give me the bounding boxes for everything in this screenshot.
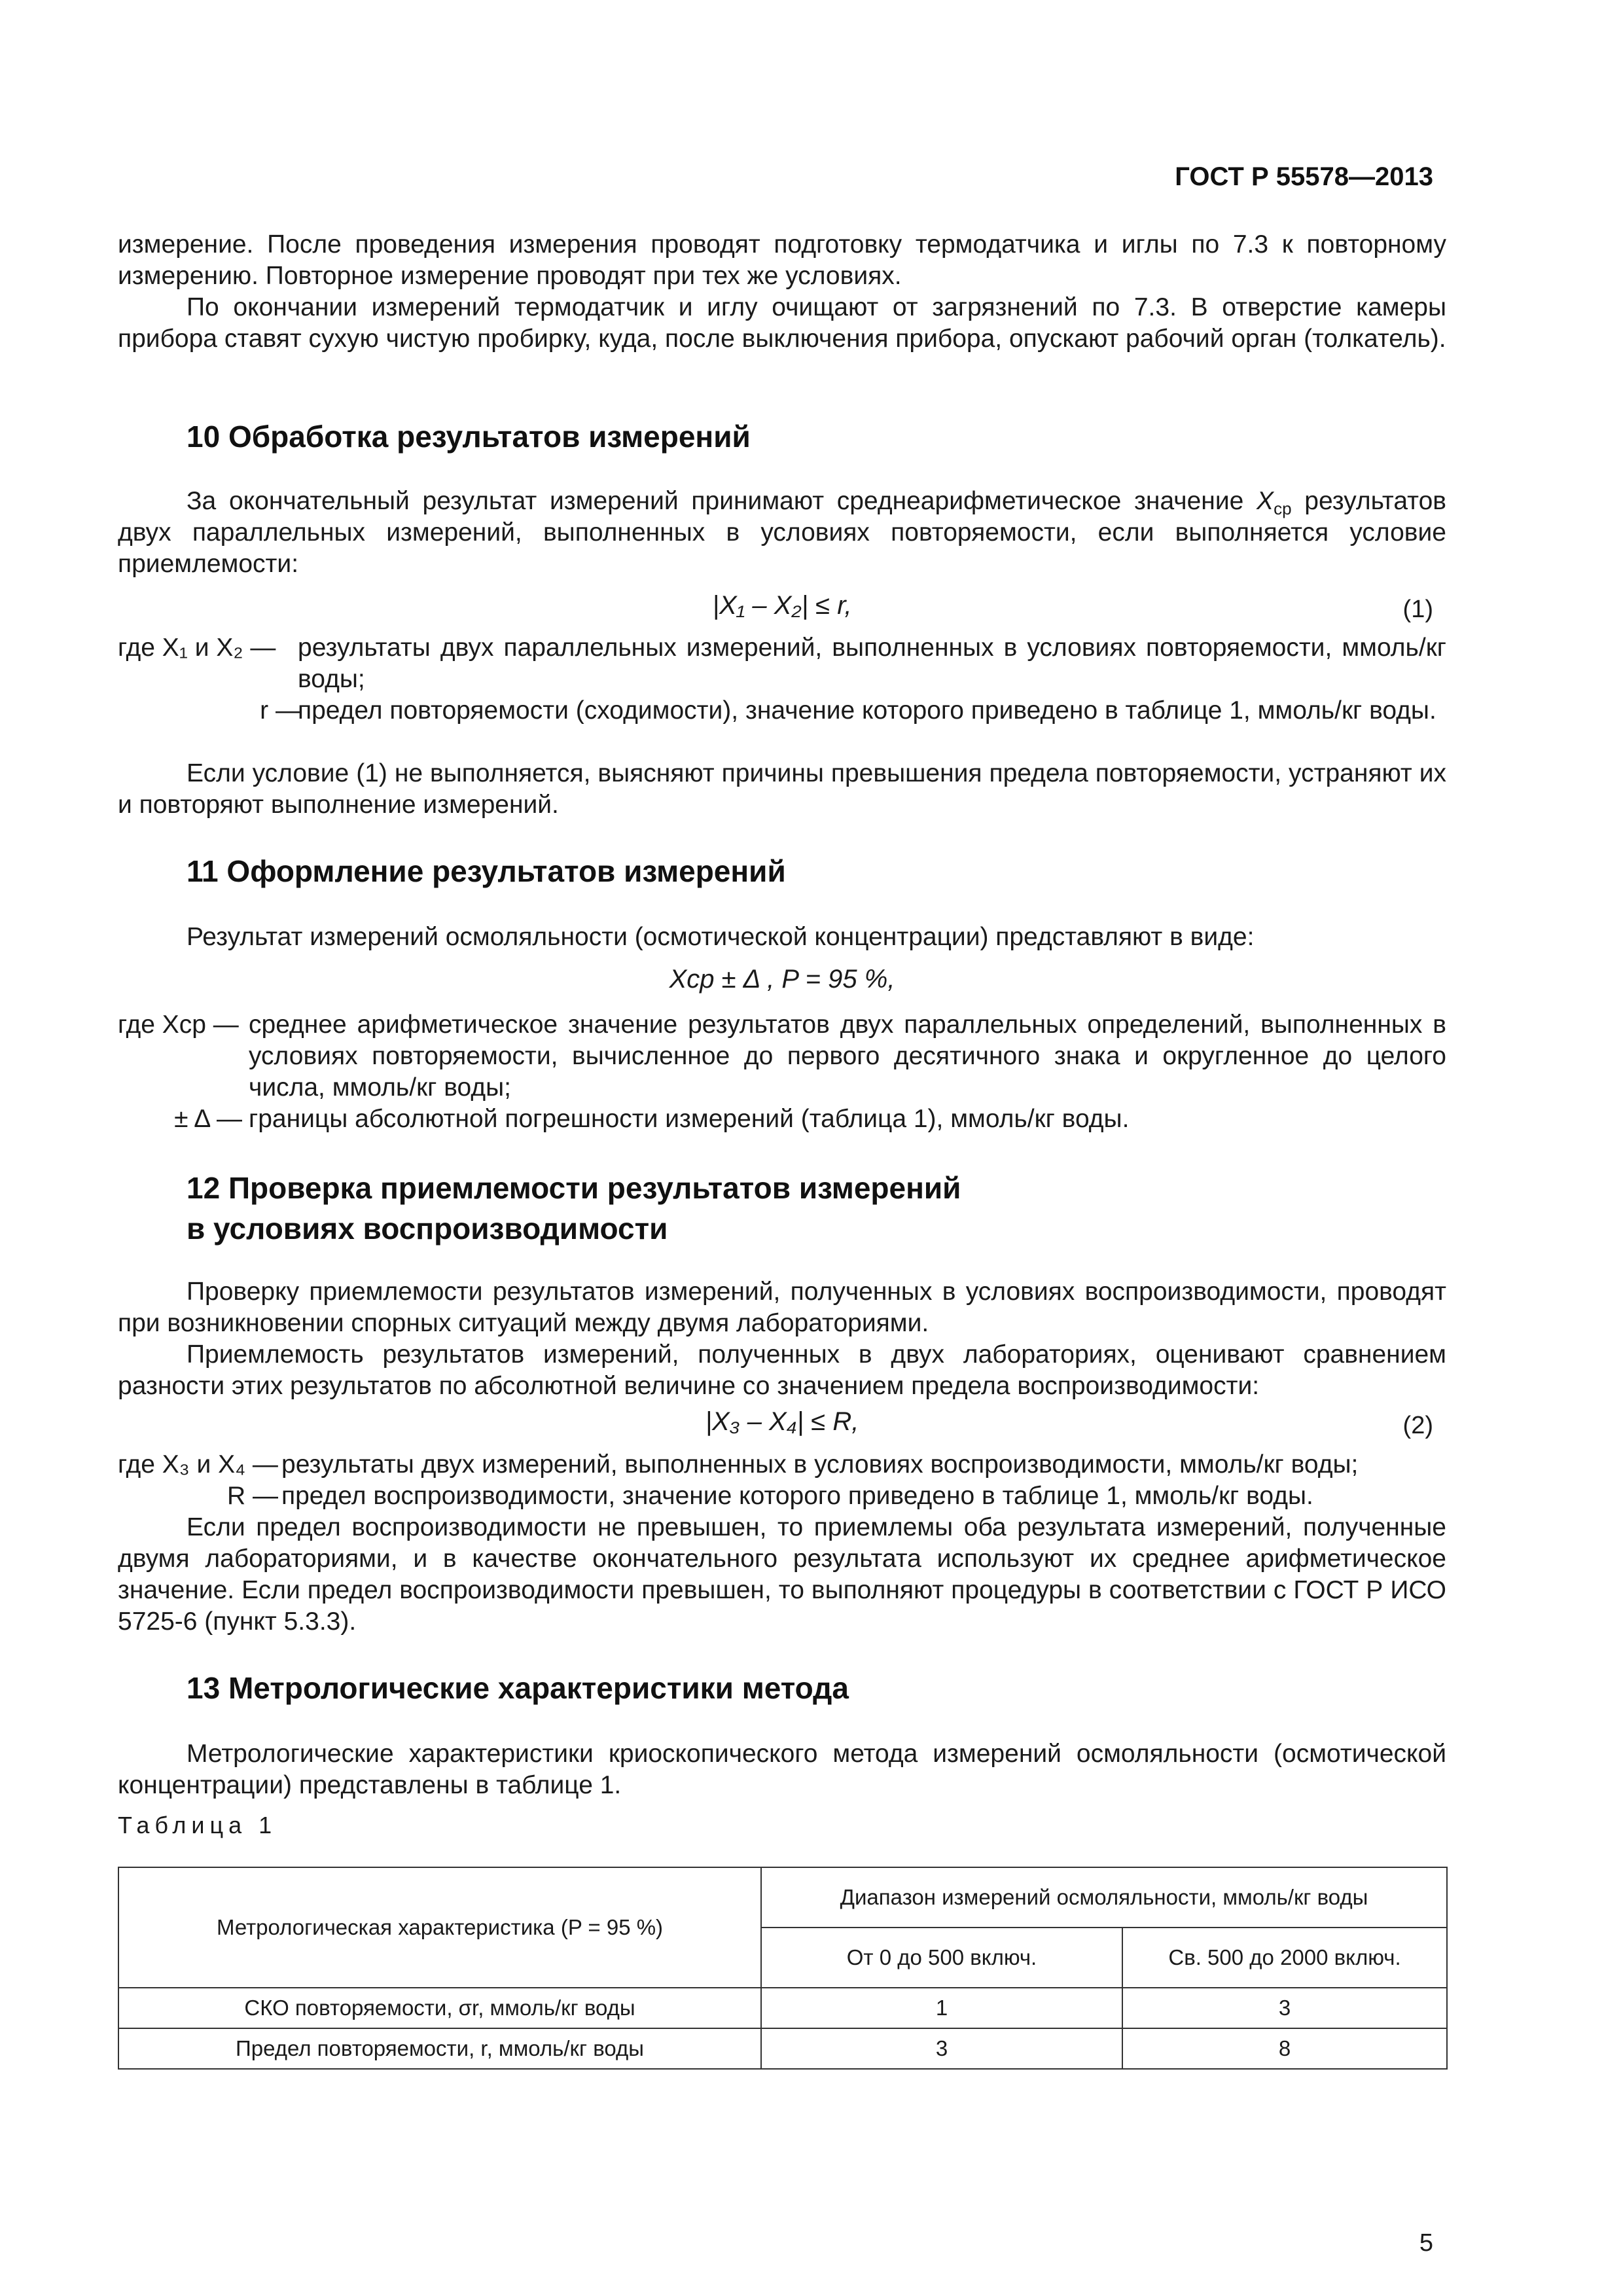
section-10-paragraph-1: За окончательный результат измерений принимают среднеарифметическое значение $X_{ср}$ результатов двух параллельных измерений, выполненных в условиях повторяемости, если выполняется условие приемлемости: [118, 487, 1446, 578]
section-11-paragraph-1: Результат измерений осмоляльности (осмотической концентрации) представляют в виде: [187, 923, 1255, 951]
where-term-x3-x4: где X₃ и X₄ — [118, 1450, 278, 1479]
where-term-x1-x2: где X₁ и X₂ — [118, 634, 276, 662]
table-cell: 1 [761, 1988, 1122, 2028]
section-13-paragraph-1: Метрологические характеристики криоскопического метода измерений осмоляльности (осмотической концентрации) представлены в таблице 1. [118, 1740, 1446, 1799]
where-term-xcp: где Xср — [118, 1011, 239, 1039]
section-12-paragraph-1: Проверку приемлемости результатов измерений, полученных в условиях воспроизводимости, проводят при возникновении спорных ситуаций между двумя лабораториями. [118, 1278, 1446, 1337]
section-12-paragraph-3: Если предел воспроизводимости не превышен, то приемлемы оба результата измерений, полученные двумя лабораториями, и в качестве окончательного результата используют их среднее арифметическое значение. Если предел воспроизводимости превышен, то выполняют процедуры в соответствии с ГОСТ Р ИСО 5725-6 (пункт 5.3.3). [118, 1513, 1446, 1636]
where-text-x1-x2: результаты двух параллельных измерений, выполненных в условиях повторяемости, ммоль/кг воды; [298, 634, 1446, 693]
table-row-label: Предел повторяемости, r, ммоль/кг воды [118, 2028, 761, 2069]
where-text-x3-x4: результаты двух измерений, выполненных в условиях воспроизводимости, ммоль/кг воды; [281, 1450, 1359, 1479]
table-row-label: СКО повторяемости, σr, ммоль/кг воды [118, 1988, 761, 2028]
where-term-delta: ± Δ — [174, 1105, 242, 1133]
intro-paragraph-2: По окончании измерений термодатчик и иглу очищают от загрязнений по 7.3. В отверстие камеры прибора ставят сухую чистую пробирку, куда, после выключения прибора, опускают рабочий орган (толкатель). [118, 293, 1446, 353]
section-12-heading-line-2: в условиях воспроизводимости [187, 1211, 668, 1246]
section-10-heading: 10 Обработка результатов измерений [187, 420, 751, 454]
where-term-r: r — [260, 696, 301, 725]
section-12-paragraph-2: Приемлемость результатов измерений, полученных в двух лабораториях, оценивают сравнением разности этих результатов по абсолютной величине со значением предела воспроизводимости: [118, 1340, 1446, 1400]
intro-paragraph-1: измерение. После проведения измерения проводят подготовку термодатчика и иглы по 7.3 к повторному измерению. Повторное измерение проводят при тех же условиях. [118, 230, 1446, 290]
formula-result: Xср ± Δ , P = 95 %, [669, 965, 895, 994]
table-subheader-range-2: Св. 500 до 2000 включ. [1122, 1928, 1447, 1988]
section-12-heading-line-1: 12 Проверка приемлемости результатов измерений [187, 1171, 961, 1205]
section-10-paragraph-2: Если условие (1) не выполняется, выясняют причины превышения предела повторяемости, устраняют их и повторяют выполнение измерений. [118, 759, 1446, 819]
section-11-heading: 11 Оформление результатов измерений [187, 854, 786, 888]
formula-1: |X₁ – X₂| ≤ r, [712, 591, 852, 620]
where-text-xcp: среднее арифметическое значение результатов двух параллельных определений, выполненных в условиях повторяемости, вычисленное до первого десятичного знака и округленное до целого числа, ммоль/кг воды; [249, 1011, 1446, 1102]
where-term-R: R — [227, 1482, 278, 1510]
table-cell: 3 [1122, 1988, 1447, 2028]
where-text-r: предел повторяемости (сходимости), значение которого приведено в таблице 1, ммоль/кг воды. [298, 696, 1436, 725]
table-cell: 8 [1122, 2028, 1447, 2069]
page-number: 5 [1419, 2229, 1433, 2257]
section-13-heading: 13 Метрологические характеристики метода [187, 1671, 849, 1705]
table-subheader-range-1: От 0 до 500 включ. [761, 1928, 1122, 1988]
table-row [118, 2028, 1447, 2069]
table-cell: 3 [761, 2028, 1122, 2069]
table-1-caption: Таблица 1 [118, 1812, 277, 1839]
table-header-characteristic: Метрологическая характеристика (P = 95 %) [118, 1867, 761, 1988]
where-text-R: предел воспроизводимости, значение которого приведено в таблице 1, ммоль/кг воды. [281, 1482, 1313, 1510]
formula-2-number: (2) [1402, 1412, 1433, 1439]
standard-designation: ГОСТ Р 55578—2013 [1175, 162, 1433, 191]
formula-1-number: (1) [1402, 596, 1433, 623]
table-header-range: Диапазон измерений осмоляльности, ммоль/кг воды [761, 1867, 1447, 1928]
table-1 [118, 1867, 1448, 2070]
formula-2: |X₃ – X₄| ≤ R, [705, 1407, 859, 1436]
where-text-delta: границы абсолютной погрешности измерений (таблица 1), ммоль/кг воды. [249, 1105, 1130, 1133]
table-row [118, 1988, 1447, 2028]
